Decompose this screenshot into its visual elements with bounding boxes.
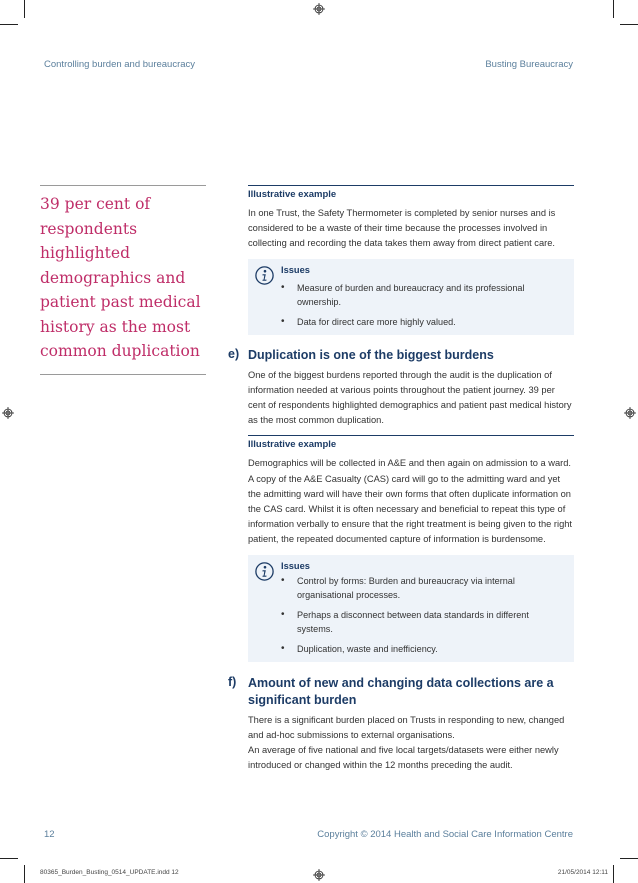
crop-mark	[24, 865, 25, 883]
issues-title: Issues	[281, 560, 310, 571]
registration-mark-icon	[2, 407, 14, 419]
section-letter: f)	[228, 674, 237, 689]
info-icon	[255, 562, 274, 581]
list-item: • Control by forms: Burden and bureaucracy via internal organisational processes.	[297, 574, 566, 602]
section-e-text: One of the biggest burdens reported through the audit is the duplication of information needed at various points throughout the patient journey. 39 per cent of respondents highlighted demographics and patient past medical history as the most common duplication.	[248, 369, 572, 426]
crop-mark	[613, 0, 614, 18]
section-title: Amount of new and changing data collections are a significant burden	[248, 675, 554, 707]
pull-quote-text: 39 per cent of respondents highlighted demographics and patient past medical history as the most common duplication	[40, 195, 201, 360]
running-header-right: Busting Bureaucracy	[485, 59, 573, 70]
example-text: Demographics will be collected in A&E and then again on admission to a ward. A copy of the A&E Casualty (CAS) card will go to the admitting ward and yet the admitting ward will have their own forms that often duplicate information on the CAS card. Whilst it is often necessary and beneficial to repeat this type of information verbally to ensure that the right treatment is being given to the right patient, the repeated documented capture of information is burdensome.	[248, 458, 573, 545]
section-f	[228, 674, 574, 709]
illustrative-example-1	[248, 185, 574, 335]
section-f-text-2: An average of five national and five local targets/datasets were either newly introduced or changed within the 12 months preceding the audit.	[248, 745, 559, 771]
example-text: In one Trust, the Safety Thermometer is completed by senior nurses and is considered to be a waste of their time because the processes involved in collecting and recording the data takes them away from direct patient care.	[248, 208, 556, 249]
list-item: • Data for direct care more highly valued.	[297, 315, 566, 329]
crop-mark	[0, 24, 18, 25]
section-letter: e)	[228, 346, 240, 361]
issues-title: Issues	[281, 264, 310, 275]
slug-date: 21/05/2014 12:11	[557, 869, 608, 876]
list-item: • Measure of burden and bureaucracy and its professional ownership.	[297, 281, 566, 309]
main-column	[228, 185, 574, 773]
page-number: 12	[44, 829, 55, 840]
section-f-text-1: There is a significant burden placed on Trusts in responding to new, changed and ad-hoc submissions to external organisations.	[248, 714, 565, 740]
list-item: • Duplication, waste and inefficiency.	[297, 642, 566, 656]
issues-list	[256, 281, 566, 329]
registration-mark-icon	[313, 869, 325, 881]
registration-mark-icon	[313, 3, 325, 15]
registration-mark-icon	[624, 407, 636, 419]
section-e	[228, 346, 574, 364]
example-title: Illustrative example	[248, 435, 574, 450]
list-item: • Perhaps a disconnect between data standards in different systems.	[297, 608, 566, 636]
info-icon	[255, 266, 274, 285]
issues-list	[256, 574, 566, 656]
crop-mark	[620, 24, 638, 25]
slug-file: 80365_Burden_Busting_0514_UPDATE.indd 12	[40, 869, 179, 876]
issues-box	[248, 555, 574, 662]
crop-mark	[0, 858, 18, 859]
illustrative-example-2	[248, 435, 574, 661]
section-title: Duplication is one of the biggest burdens	[248, 347, 494, 362]
copyright: Copyright © 2014 Health and Social Care Information Centre	[317, 829, 573, 840]
issues-box	[248, 259, 574, 335]
crop-mark	[613, 865, 614, 883]
running-header-left: Controlling burden and bureaucracy	[44, 59, 196, 70]
example-title: Illustrative example	[248, 185, 574, 200]
crop-mark	[24, 0, 25, 18]
crop-mark	[620, 858, 638, 859]
pull-quote	[40, 185, 206, 375]
